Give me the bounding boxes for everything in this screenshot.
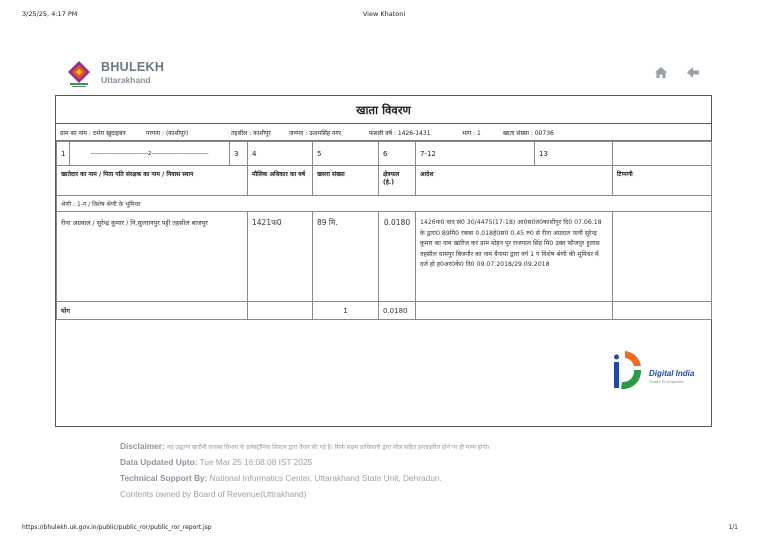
data-updated-line	[120, 457, 660, 473]
village-name: ग्राम का नाम : दभेरा खुदाहबन	[60, 130, 126, 137]
digital-india-logo	[607, 348, 707, 394]
digital-india-icon	[607, 348, 643, 392]
header-owner: खातेदार का नाम / पिता पति संरक्षक का नाम / निवास स्थान	[57, 166, 248, 196]
record-info-row	[56, 124, 711, 141]
col-number: 4	[248, 142, 313, 166]
col-number: 6	[379, 142, 416, 166]
brand-subtitle: Uttarakhand	[101, 75, 151, 85]
original-right-cell: 1421फ0	[248, 212, 313, 302]
digital-india-tagline: Power To Empower	[649, 379, 684, 384]
header-khasra: खसरा संख्या	[313, 166, 379, 196]
column-number-row	[57, 142, 712, 166]
category-row	[57, 196, 712, 212]
back-arrow-icon[interactable]	[686, 64, 700, 77]
header-remark: टिप्पणी	[613, 166, 712, 196]
table-row	[57, 212, 712, 302]
col-number	[613, 142, 712, 166]
bhulekh-logo[interactable]	[64, 57, 174, 91]
print-url: https://bhulekh.uk.gov.in/public/public_ror/public_ror_report.jsp	[22, 524, 212, 531]
col-number: ----------------------------------2----------------------------------	[70, 142, 230, 166]
area-cell: 0.0180	[379, 212, 416, 302]
contents-owned: Contents owned by Board of Revenue(Uttrakhand)	[120, 489, 307, 499]
tehsil: तहसील : काशीपुर	[231, 130, 271, 137]
pargana: परगना : (काशीपुर)	[146, 130, 189, 137]
tech-support-line	[120, 473, 660, 489]
remark-cell	[613, 212, 712, 302]
digital-india-name: Digital India	[649, 369, 695, 378]
header-original-right: मौलिक अधिकार का वर्ष	[248, 166, 313, 196]
top-nav-icons	[654, 64, 700, 77]
print-page-number: 1/1	[728, 524, 738, 531]
home-icon[interactable]	[654, 64, 668, 77]
record-title: खाता विवरण	[56, 96, 711, 124]
print-page-title: View Khatoni	[362, 10, 406, 18]
district: जनपद : ऊधमसिंह नगर	[289, 130, 342, 137]
data-updated-label: Data Updated Upto:	[120, 457, 198, 467]
total-blank	[416, 302, 613, 320]
bhag: भाग : 1	[462, 130, 481, 137]
khata-number: खाता संख्या : 00736	[503, 130, 554, 137]
total-label: योग	[57, 302, 248, 320]
khasra-cell: 89 मि.	[313, 212, 379, 302]
state-emblem-icon	[64, 59, 94, 89]
disclaimer-label: Disclaimer:	[120, 441, 165, 451]
fasli-year: फसली वर्ष : 1426-1431	[369, 130, 431, 137]
disclaimer-line	[120, 441, 660, 457]
header-area: क्षेत्रफल (हे.)	[379, 166, 416, 196]
column-header-row	[57, 166, 712, 196]
disclaimer-text: यह उद्धरण खतौनी राजस्व विभाग के इलेक्ट्रॉनिक सिस्टम द्वारा तैयार की गई है। सिर्फ सक्षम प्राधिकारी द्वारा सील सहित हस्ताक्षरित होने पर ही मान्य होगी।	[167, 445, 490, 451]
data-updated-value: Tue Mar 25 16:08:08 IST 2025	[199, 457, 313, 467]
print-timestamp: 3/25/25, 4:17 PM	[22, 10, 78, 18]
tech-support-label: Technical Support By:	[120, 473, 208, 483]
category-label: श्रेणी : 1-ग / विशेष श्रेणी के भूमिधर	[57, 196, 712, 212]
col-number: 5	[313, 142, 379, 166]
total-blank	[613, 302, 712, 320]
col-number: 7-12	[416, 142, 535, 166]
header-order: आदेश	[416, 166, 613, 196]
khata-record	[55, 95, 712, 499]
khatauni-table	[56, 141, 712, 320]
brand-name: BHULEKH	[101, 60, 165, 74]
owner-cell: रीना अग्रवाल / सुरेन्द्र कुमार / नि.सुल्तानपुर पट्टी तहसील बाजपुर	[57, 212, 248, 302]
tech-support-value: National Informatics Center, Uttarakhand State Unit, Dehradun.	[209, 473, 442, 483]
total-khasra: 1	[313, 302, 379, 320]
col-number: 13	[535, 142, 613, 166]
total-row	[57, 302, 712, 320]
col-number: 1	[57, 142, 70, 166]
col-number: 3	[230, 142, 248, 166]
total-area: 0.0180	[379, 302, 416, 320]
record-footer	[120, 441, 660, 505]
order-cell: 1426फ0 वाद सं0 30/4475(17-18) आ0स0त0काशीपुर दि0 07.06.18 के द्वारा0 89मि0 रकबा 0.018हे0स0 0.45 रु0 से रीना अग्रवाल पत्नी सुरेन्द्र कुमार का नाम खारिज कर ग्राम मोहन पुर राजपाल सिंह मि0 उक्त फौजपुर हुलास तहसील धामपुर बिजनौर का नाम बैनामा द्वारा वर्ग 1 ग विशेष श्रेणी की भूमिधर में दर्ज हो ह0अर0के0 दि0 09.07.2018/29.09.2018	[416, 212, 613, 302]
total-blank	[248, 302, 313, 320]
